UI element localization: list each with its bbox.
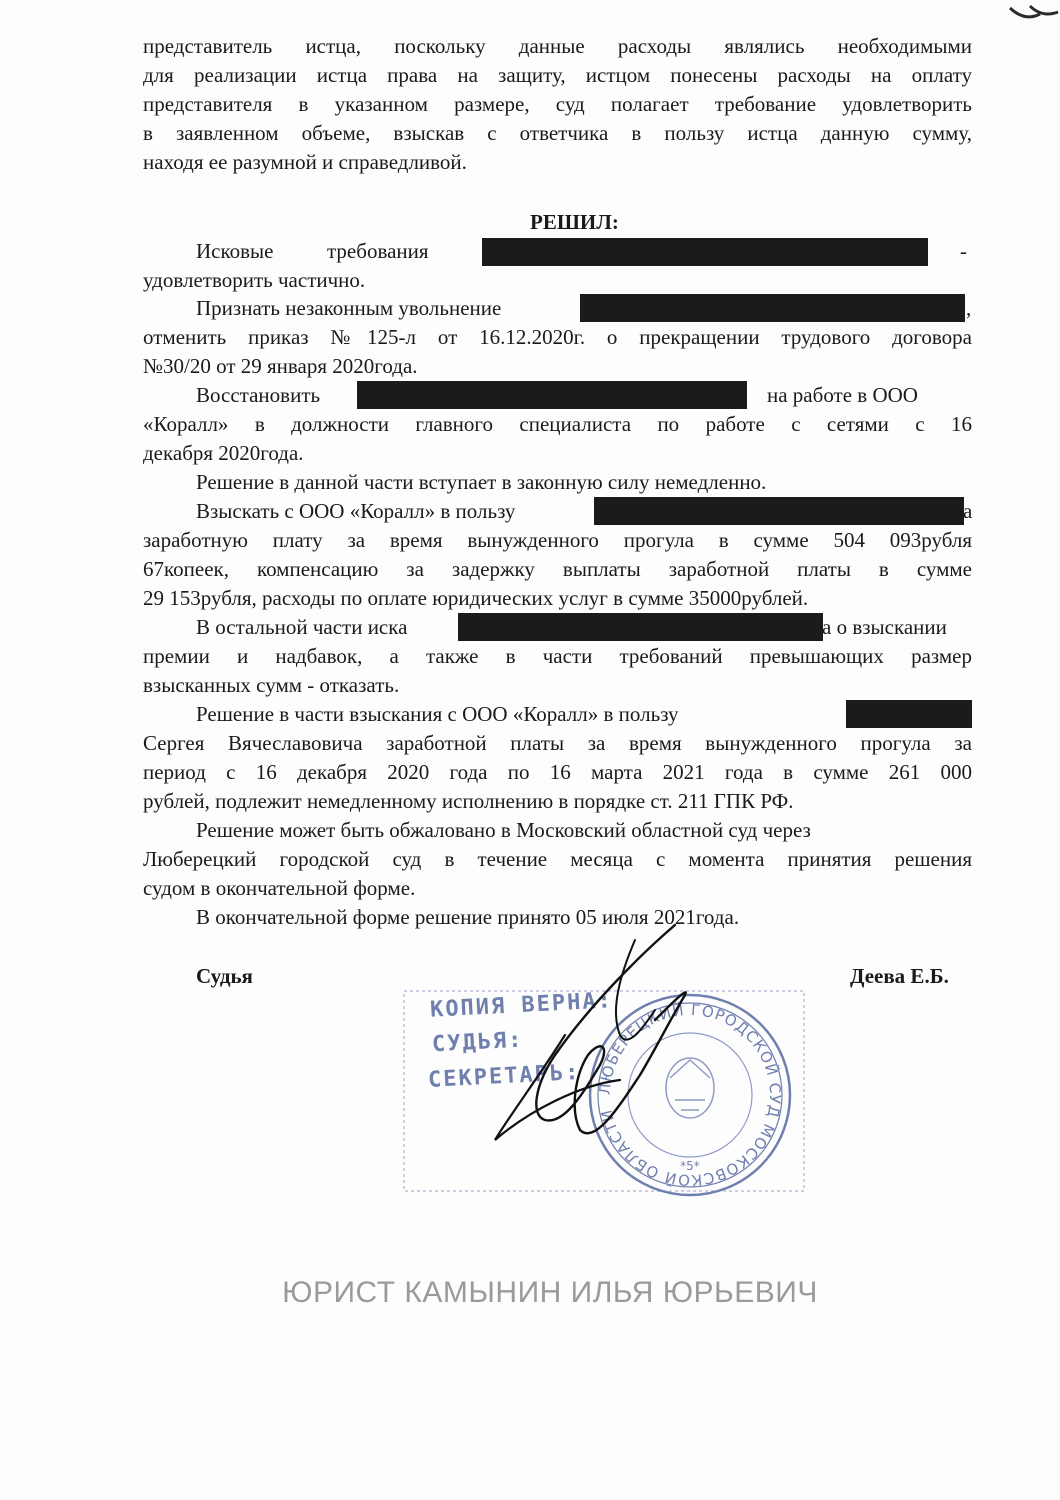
continuation-line-5: находя ее разумной и справедливой. [143, 150, 467, 174]
decision-heading: РЕШИЛ: [530, 210, 619, 234]
p8-line-2: Люберецкий городской суд в течение месяца с момента принятия решения [143, 847, 972, 871]
p5-tail: а [963, 499, 973, 523]
p8-line-1: Решение может быть обжаловано в Московский областной суд через [196, 818, 811, 842]
stamp-secretary: СЕКРЕТАРЬ: [427, 1060, 582, 1093]
p9-text: В окончательной форме решение принято 05 июля 2021года. [196, 905, 740, 929]
p2-line-3: №30/20 от 29 января 2020года. [143, 354, 418, 378]
continuation-line-3: представителя в указанном размере, суд полагает требование удовлетворить [143, 92, 972, 116]
stamp-judge: СУДЬЯ: [431, 1027, 525, 1058]
p3-start: Восстановить [196, 383, 321, 407]
continuation-line-4: в заявленном объеме, взыскав с ответчика в пользу истца данную сумму, [143, 121, 972, 145]
redaction-block [594, 497, 964, 525]
p5-start: Взыскать с ООО «Коралл» в пользу [196, 499, 516, 523]
p2-comma: , [966, 296, 972, 320]
p7-line-4: рублей, подлежит немедленному исполнению в порядке ст. 211 ГПК РФ. [143, 789, 794, 813]
p1-mid: требования [327, 239, 429, 263]
seal-star: *5* [680, 1159, 700, 1173]
p4-text: Решение в данной части вступает в законную силу немедленно. [196, 470, 767, 494]
p7-start: Решение в части взыскания с ООО «Коралл» в пользу [196, 702, 679, 726]
p3-line-3: декабря 2020года. [143, 441, 304, 465]
p5-line-3: 67копеек, компенсацию за задержку выплаты заработной платы в сумме [143, 557, 972, 581]
redaction-block [357, 381, 747, 409]
redaction-block [458, 613, 823, 641]
redaction-block [580, 294, 965, 322]
redaction-block [846, 700, 972, 728]
redaction-block [482, 238, 928, 266]
stamp-copy-true: КОПИЯ ВЕРНА: [429, 988, 614, 1023]
p1-start: Исковые [196, 239, 274, 263]
p7-line-3: период с 16 декабря 2020 года по 16 марта 2021 года в сумме 261 000 [143, 760, 972, 784]
p7-line-2: Сергея Вячеславовича заработной платы за время вынужденного прогула за [143, 731, 972, 755]
handwritten-signature [470, 915, 710, 1155]
p5-line-2: заработную плату за время вынужденного прогула в сумме 504 093рубля [143, 528, 972, 552]
p1-dash: - [960, 239, 967, 263]
p8-line-3: судом в окончательной форме. [143, 876, 416, 900]
seal-ring-text: ЛЮБЕРЕЦКИЙ ГОРОДСКОЙ СУД МОСКОВСКОЙ ОБЛАСТИ [595, 1000, 785, 1190]
p2-line-2: отменить приказ №125-л от 16.12.2020г. о прекращении трудового договора [143, 325, 972, 349]
p6-line-3: взысканных сумм - отказать. [143, 673, 400, 697]
p5-line-4: 29 153рубля, расходы по оплате юридических услуг в сумме 35000рублей. [143, 586, 809, 610]
judge-name: Деева Е.Б. [850, 964, 949, 988]
p3-tail: на работе в ООО [767, 383, 918, 407]
continuation-line-1: представитель истца, поскольку данные расходы являлись необходимыми [143, 34, 972, 58]
p6-line-2: премии и надбавок, а также в части требований превышающих размер [143, 644, 972, 668]
page-corner-shadow [980, 0, 1060, 40]
p2-start: Признать незаконным увольнение [196, 296, 502, 320]
continuation-line-2: для реализации истца права на защиту, истцом понесены расходы на оплату [143, 63, 972, 87]
p3-line-2: «Коралл» в должности главного специалиста по работе с сетями с 16 [143, 412, 972, 436]
p6-start: В остальной части иска [196, 615, 408, 639]
judge-label: Судья [196, 964, 253, 988]
p6-tail: а о взыскании [822, 615, 947, 639]
p1-rest: удовлетворить частично. [143, 268, 366, 292]
watermark-text: ЮРИСТ КАМЫНИН ИЛЬЯ ЮРЬЕВИЧ [282, 1276, 818, 1309]
